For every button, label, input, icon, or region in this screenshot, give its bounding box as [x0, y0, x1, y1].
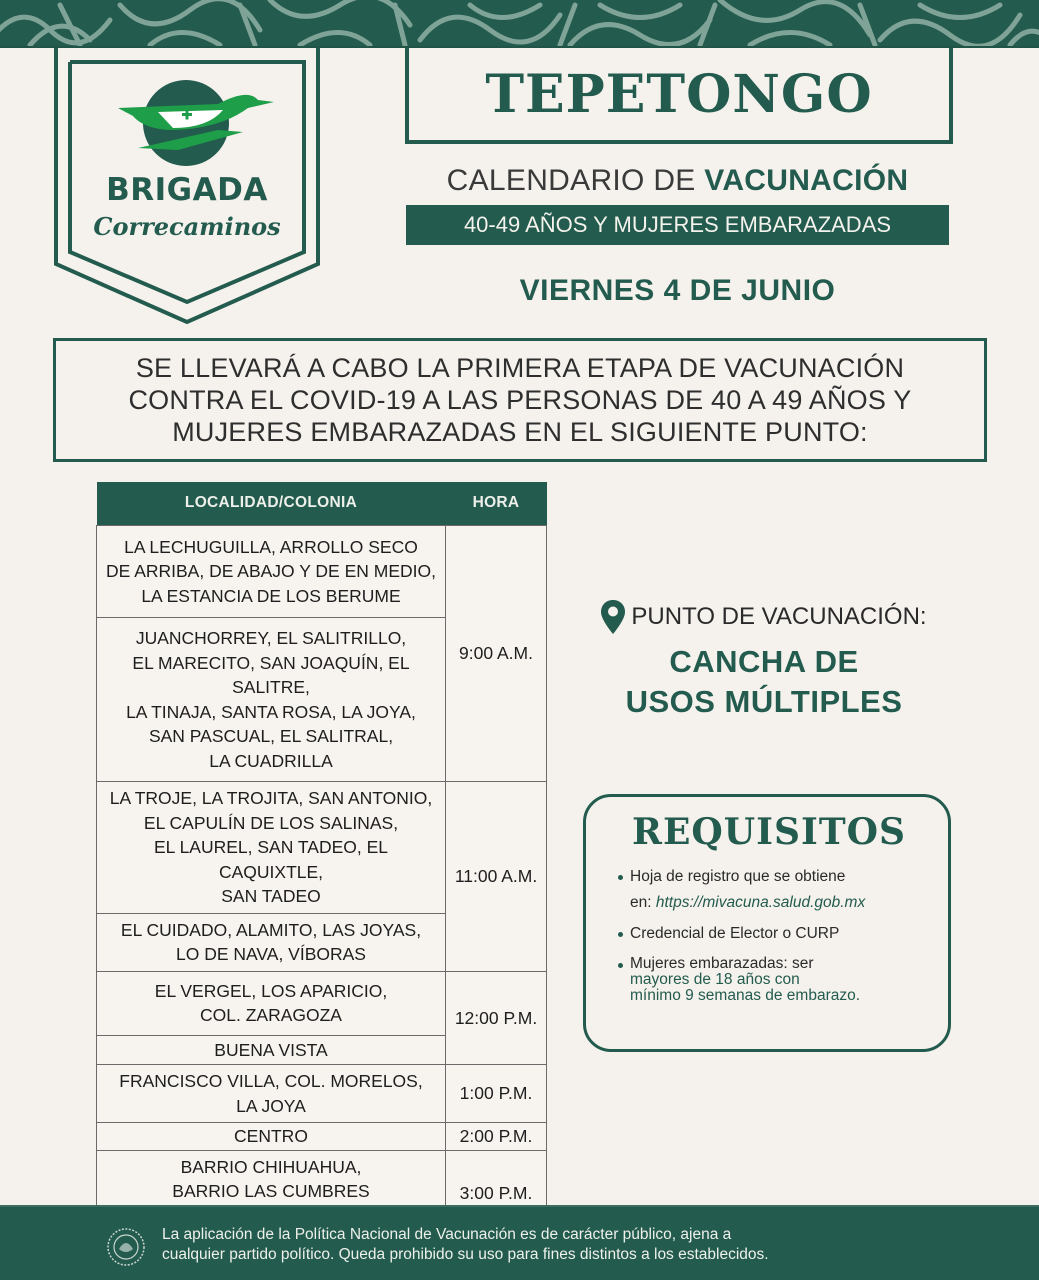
requirements-box — [583, 794, 951, 1052]
column-header-hora: HORA — [446, 482, 547, 525]
announcement-box — [53, 338, 987, 462]
vaccination-point — [578, 600, 950, 722]
localidad-cell — [97, 525, 446, 618]
hora-cell: 12:00 P.M. — [446, 971, 547, 1065]
announcement-line: SE LLEVARÁ A CABO LA PRIMERA ETAPA DE VACUNACIÓN — [135, 353, 905, 383]
map-pin-icon — [601, 600, 625, 634]
calendar-prefix: CALENDARIO DE — [446, 164, 705, 197]
column-header-localidad: LOCALIDAD/COLONIA — [97, 482, 446, 525]
localidad-cell — [97, 618, 446, 782]
localidad-line: EL CUIDADO, ALAMITO, LAS JOYAS, — [120, 919, 422, 940]
localidad-line: SAN TADEO — [221, 886, 321, 906]
localidad-cell — [97, 1123, 446, 1151]
national-seal-icon — [106, 1227, 146, 1267]
localidad-line: EL LAUREL, SAN TADEO, EL CAQUIXTLE, — [153, 837, 389, 882]
localidad-line: BARRIO LAS CUMBRES — [172, 1181, 370, 1201]
localidad-line: LO DE NAVA, VÍBORAS — [176, 944, 366, 964]
localidad-line: EL VERGEL, LOS APARICIO, — [154, 980, 388, 1001]
footer — [0, 1205, 1039, 1280]
localidad-cell — [97, 1065, 446, 1123]
localidad-line: LA LECHUGUILLA, ARROLLO SECO — [124, 536, 418, 557]
decorative-pattern-band — [0, 0, 1039, 48]
hora-cell: 1:00 P.M. — [446, 1065, 547, 1123]
localidad-line: CENTRO — [234, 1126, 308, 1146]
vaccination-point-label: PUNTO DE VACUNACIÓN: — [631, 603, 927, 630]
calendar-strong: VACUNACIÓN — [704, 164, 909, 197]
vaccination-place — [578, 642, 950, 722]
localidad-cell — [97, 1035, 446, 1065]
requirements-title: REQUISITOS — [632, 811, 906, 853]
table-row — [97, 525, 547, 618]
localidad-line: EL CAPULÍN DE LOS SALINAS, — [143, 812, 399, 833]
correcaminos-subtitle: Correcaminos — [93, 212, 281, 241]
legal-disclaimer: La aplicación de la Política Nacional de Vacunación es de carácter público, ajena a cualquier partido político. Queda prohibido su uso para fines distintos a los establecidos. — [162, 1226, 769, 1263]
hora-cell: 11:00 A.M. — [446, 782, 547, 972]
requirement-item: Hoja de registro que se obtiene en: https://mivacuna.salud.gob.mx — [618, 867, 930, 912]
localidad-line: LA TINAJA, SANTA ROSA, LA JOYA, — [126, 701, 416, 722]
localidad-line: BARRIO CHIHUAHUA, — [180, 1156, 362, 1177]
vaccination-place-line2: USOS MÚLTIPLES — [625, 684, 903, 719]
schedule-table — [96, 482, 547, 1236]
table-row — [97, 782, 547, 914]
municipality-title-box — [405, 48, 953, 144]
hora-cell: 9:00 A.M. — [446, 525, 547, 782]
localidad-line: SAN PASCUAL, EL SALITRAL, — [148, 726, 394, 746]
announcement-line: CONTRA EL COVID-19 A LAS PERSONAS DE 40 A 49 AÑOS Y — [128, 385, 912, 415]
vaccination-place-line1: CANCHA DE — [669, 644, 859, 679]
hora-cell: 2:00 P.M. — [446, 1123, 547, 1151]
localidad-line: JUANCHORREY, EL SALITRILLO, — [135, 628, 407, 648]
requirement-item: Mujeres embarazadas: ser mayores de 18 años con mínimo 9 semanas de embarazo. — [618, 955, 930, 1004]
localidad-line: EL MARECITO, SAN JOAQUÍN, EL SALITRE, — [132, 652, 410, 697]
localidad-line: LA TROJE, LA TROJITA, SAN ANTONIO, — [109, 788, 433, 808]
hora-cell: 3:00 P.M. — [446, 1150, 547, 1236]
localidad-cell — [97, 913, 446, 971]
localidad-cell — [97, 782, 446, 914]
localidad-line: LA JOYA — [236, 1095, 306, 1116]
brigada-title: BRIGADA — [106, 172, 268, 208]
municipality-title: TEPETONGO — [485, 63, 873, 125]
localidad-line: LA ESTANCIA DE LOS BERUME — [141, 585, 401, 606]
roadrunner-icon — [98, 70, 274, 170]
announcement-line: MUJERES EMBARAZADAS EN EL SIGUIENTE PUNTO: — [172, 417, 868, 447]
pattern-icon — [0, 0, 1039, 48]
table-row — [97, 1150, 547, 1208]
age-group-band: 40-49 AÑOS Y MUJERES EMBARAZADAS — [406, 205, 949, 245]
localidad-line: FRANCISCO VILLA, COL. MORELOS, — [119, 1071, 423, 1091]
brigada-logo — [54, 48, 320, 324]
requirement-item: Credencial de Elector o CURP — [618, 924, 930, 943]
localidad-line: DE ARRIBA, DE ABAJO Y DE EN MEDIO, — [105, 561, 436, 581]
event-date: VIERNES 4 DE JUNIO — [519, 274, 836, 307]
calendar-heading — [405, 164, 950, 198]
localidad-cell — [97, 1150, 446, 1208]
registration-link[interactable]: https://mivacuna.salud.gob.mx — [655, 894, 866, 911]
table-row — [97, 1123, 547, 1151]
table-header-row — [97, 482, 547, 525]
table-row — [97, 971, 547, 1035]
requirements-list — [618, 867, 930, 1004]
localidad-line: BUENA VISTA — [214, 1039, 328, 1060]
localidad-line: LA CUADRILLA — [209, 750, 333, 771]
localidad-cell — [97, 971, 446, 1035]
table-row — [97, 1065, 547, 1123]
localidad-line: COL. ZARAGOZA — [200, 1005, 342, 1025]
